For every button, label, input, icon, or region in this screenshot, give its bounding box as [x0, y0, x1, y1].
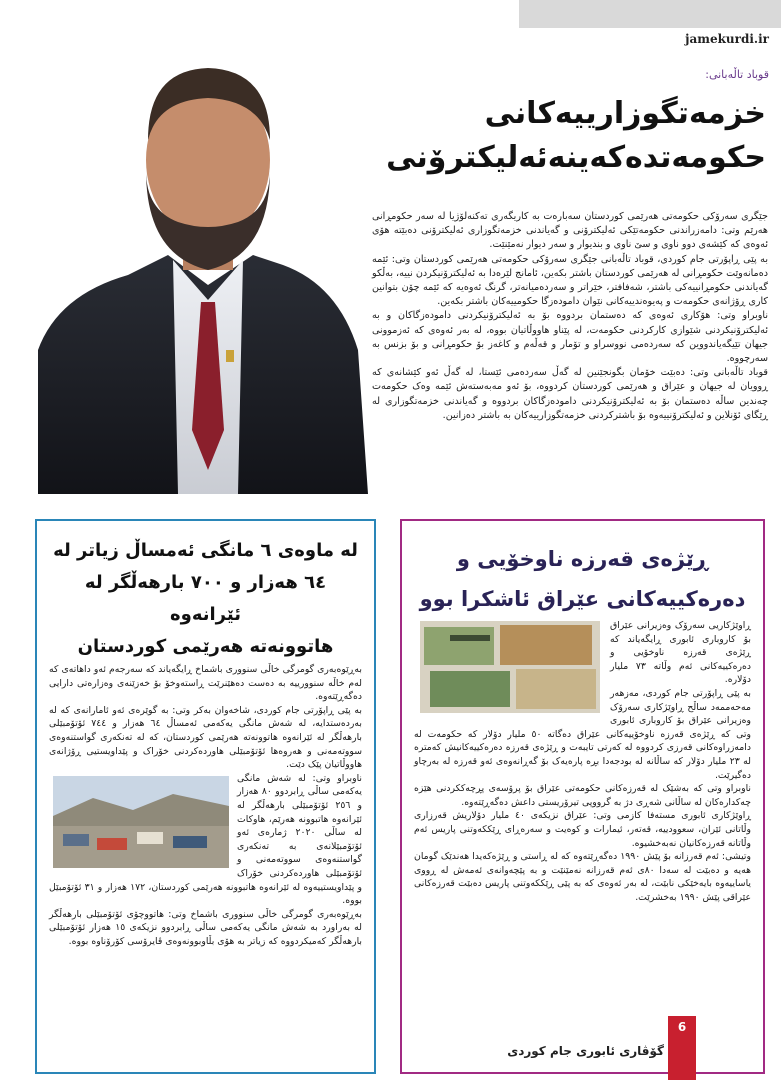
paragraph: ناوبراو وتی کە بەشێک لە قەرزەکانی حکومەتی عێراق بۆ پرۆسەی پڕچەککردنی هێزە چەکدارەکان لە ساڵانی شەڕی دژ بە گرووپی تیرۆریستی داعش دەگەڕێتەوە. — [414, 783, 751, 808]
box-title-line: ڕێژەی قەرزە ناوخۆیی و — [456, 547, 709, 571]
paragraph: وتیشی: ئەم قەرزانە بۆ پێش ١٩٩٠ دەگەڕێتەوە کە لە ڕاستی و ڕێژەکەیدا هەندێک گومان هەیە و دەبێت لە سەدا ٨٠ی ئەم قەرزانە نەمێنێت و بە پێچەوانەی ئەمەش لە ڕووی یاساییەوە بایەخێکی نابێت، لە بەر ئەوەی کە بە پێی ڕێککەوتنی پاریس دەبێت قەرزەکانی عێراقی پێش ١٩٩٠ بەخشرێت. — [414, 851, 751, 903]
headline-line-2: حکومەتدەکەینەئەلیکترۆنی — [386, 140, 766, 175]
box-title-line: ٦٤ هەزار و ٧٠٠ بارهەڵگر لە ئێرانەوە — [84, 572, 327, 625]
headline-line-1: خزمەتگوزارییەکانی — [484, 96, 766, 131]
box-title-trucks — [37, 535, 374, 663]
article-kicker: قوباد تاڵەبانی: — [705, 68, 769, 81]
box-body-debt — [402, 619, 763, 904]
box-title-debt — [402, 539, 763, 619]
site-url: jamekurdi.ir — [685, 32, 769, 46]
paragraph: بەڕێوەبەری گومرگی خاڵی سنووری باشماخ وتی: هاتووچۆی ئۆتۆمبێلی بارهەڵگر لە بەراورد بە شەش مانگی یەکەمی ساڵی ڕابردوو نزیکەی ١٥ هەزار ئۆتۆمبێلی بارهەڵگر کەمیکردووە کە زیاتر بە هۆی بڵاوبوونەوەی ڤایرۆسی کۆرۆناوە بووە. — [49, 908, 362, 947]
article-box-debt — [400, 519, 765, 1074]
article-box-border-trucks — [35, 519, 376, 1074]
main-headline — [380, 92, 766, 180]
money-photo — [420, 621, 600, 713]
border-crossing-photo — [53, 776, 229, 868]
top-band — [519, 0, 781, 28]
paragraph: ناوبراو وتی: هۆکاری ئەوەی کە دەستمان بردووە بۆ بە ئەلیکترۆنیکردنی دامودەزگاکان و بە ئەلیکترۆنیکردنی شێوازی کارکردنی حکومەت، لە پێناو هاووڵاتیان بووە، لە بەر ئەوەی کە ئەزموونی جیهان تێیگەیاندووین کە سەردەمی نووسراو و تۆمار و قەڵەم و کاغەز بۆ حکومڕانی و بۆ بزنس بە سەرچووە. — [372, 310, 768, 365]
portrait-photo — [38, 50, 368, 494]
paragraph: ڕاوێژکاریی سەرۆک وەزیرانی عێراق بۆ کاروباری ئابوری ڕایگەیاند کە ڕێژەی قەرزە ناوخۆیی و دەرەکییەکانی ئەم وڵاتە ٧٣ ملیار دۆلارە. — [610, 620, 751, 686]
page-number: 6 — [668, 1016, 696, 1080]
box-title-line: لە ماوەی ٦ مانگی ئەمساڵ زیاتر لە — [53, 540, 358, 561]
box-title-line: هاتوونەتە هەرێمی کوردستان — [77, 636, 334, 657]
paragraph: بە پێی ڕاپۆرتی جام کوردی، شاخەوان بەکر وتی: بە گوێرەی ئەو ئامارانەی کە لە بەردەستدایە، لە شەش مانگی یەکەمی ئەمساڵ ٦٤ هەزار و ٧٤٤ ئۆتۆمبێلی بارهەڵگر لە ئێرانەوە هاتوونەتە هەرێمی کوردستان، کە لە تەنکەری گواستنەوەی سووتەمەنی و هەروەها ئۆتۆمبێلی هاوردەکردنی خۆراک و پێداویستیی ڕۆژانەی هاووڵاتیان پێک دێت. — [49, 704, 362, 771]
box-title-line: دەرەکییەکانی عێراق ئاشکرا بوو — [419, 587, 746, 611]
paragraph: ناوبراو وتی: لە شەش مانگی یەکەمی ساڵی ڕابردوو ٨٠ هەزار و ٢٥٦ ئۆتۆمبێلی بارهەڵگر لە ئێرانەوە هاتبوونە هەرێم، هاوکات لە ساڵی ٢٠٢٠ ژمارەی ئەو ئۆتۆمبێلانەی بە تەنکەری گواستنەوەی سووتەمەنی و ئۆتۆمبێلی هاوردەکردنی خۆراک و پێداویستییەوە لە ئێرانەوە هاتبوونە هەرێمی کوردستان، ١٧٢ هەزار و ٣١ ئۆتۆمبێل بووە. — [49, 772, 363, 907]
paragraph: جێگری سەرۆکی حکومەتی هەرێمی کوردستان سەبارەت بە کاریگەری تەکنەلۆژیا لە سەر حکومڕانی هەرێم وتی: دامەزراندنی حکومەتێکی ئەلیکترۆنی و گەیاندنی خزمەتگوزاری ئەلیکترۆنی دەبێتە هۆی ئەوەی کە کێشەی دوو ناوی و سێ ناوی و بندیوار و سەر دیوار نەمێنێت. — [372, 211, 768, 251]
box-body-trucks — [37, 663, 374, 948]
paragraph: قوباد تاڵەبانی وتی: دەبێت خۆمان بگونجێنین لە گەڵ سەردەمی ئێستا، لە گەڵ ئەو کێشانەی کە ڕوویان لە جیهان و عێراق و هەرێمی کوردستان کردووە، بۆ ئەو مەبەستەش ئێمە وەک حکومەت چەندین ساڵە دەستمان بۆ بە ئەلیکترۆنیکردنی دامودەزگاکان بردووە و گەیاندنی خزمەتگوزاری لە ڕێگای ئۆنلاین و ئەلیکترۆنییەوە بۆ باشترکردنی خزمەتگوزارییەکان بە باشتر دەزانین. — [372, 367, 768, 421]
paragraph: ڕاوێژکاری ئابوری مستەفا کازمی وتی: عێراق نزیکەی ٤٠ ملیار دۆلاریش قەرزاری وڵاتانی ئێران، سعوودییە، قەتەر، ئیمارات و کوەیت و سەرەڕای ڕێککەوتنی پاریس ئەم وڵاتانە قەرزەکانیان نەبەخشیوە. — [414, 810, 751, 849]
paragraph: بە پێی ڕاپۆرتی جام کوردی، قوباد تاڵەبانی جێگری سەرۆکی حکومەتی هەرێمی کوردستان وتی: ئێمە دەمانەوێت حکومڕانی لە هەرێمی کوردستان باشتر بکەین، ئامانج لێرەدا بە ئەلیکترۆنیکردن نییە، بەڵکو گەیاندنی حکومڕانییەکی باشتر، شەفافتر، خێراتر و سەردەمیانەتر، گرنگ ئەوەیە کە ئێمە چۆن بتوانین کاری ڕۆژانەی حکومەت و پەیوەندییەکانی نێوان دامودەزگا حکومییەکان باشتر بکەین. — [372, 253, 768, 308]
paragraph: بەڕێوەبەری گومرگی خاڵی سنووری باشماخ ڕایگەیاند کە سەرجەم ئەو داهاتەی کە لەم خاڵە سنوورییە بە دەست دەهێنرێت ڕاستەوخۆ بۆ خەزێنەی وەزارەتی دارایی دەگەڕێتەوە. — [49, 664, 362, 703]
magazine-name: گۆڤاری ئابوری جام کوردی — [507, 1044, 664, 1058]
paragraph: بە پێی ڕاپۆرتی جام کوردی، مەزهەر مەحەممەد ساڵح ڕاوێژکاری سەرۆک وەزیرانی عێراق بۆ کاروباری ئابوری وتی کە ڕێژەی قەرزە ناوخۆییەکانی عێراق دەگاتە ٥٠ ملیار دۆلار کە حکومەت لە دامەزراوەکانی قەرزی کردووە لە کەرتی تایبەت و ڕێژەی قەرزە دەرەکییەکانیش کەمترە لە ٢٣ ملیار دۆلار کە ساڵانە لە بودجەدا بڕە پارەیەک بۆ گەڕانەوەی ئەو قەرزە لە بەرچاو دەگیرێت. — [414, 687, 751, 781]
main-article-body — [372, 210, 768, 423]
